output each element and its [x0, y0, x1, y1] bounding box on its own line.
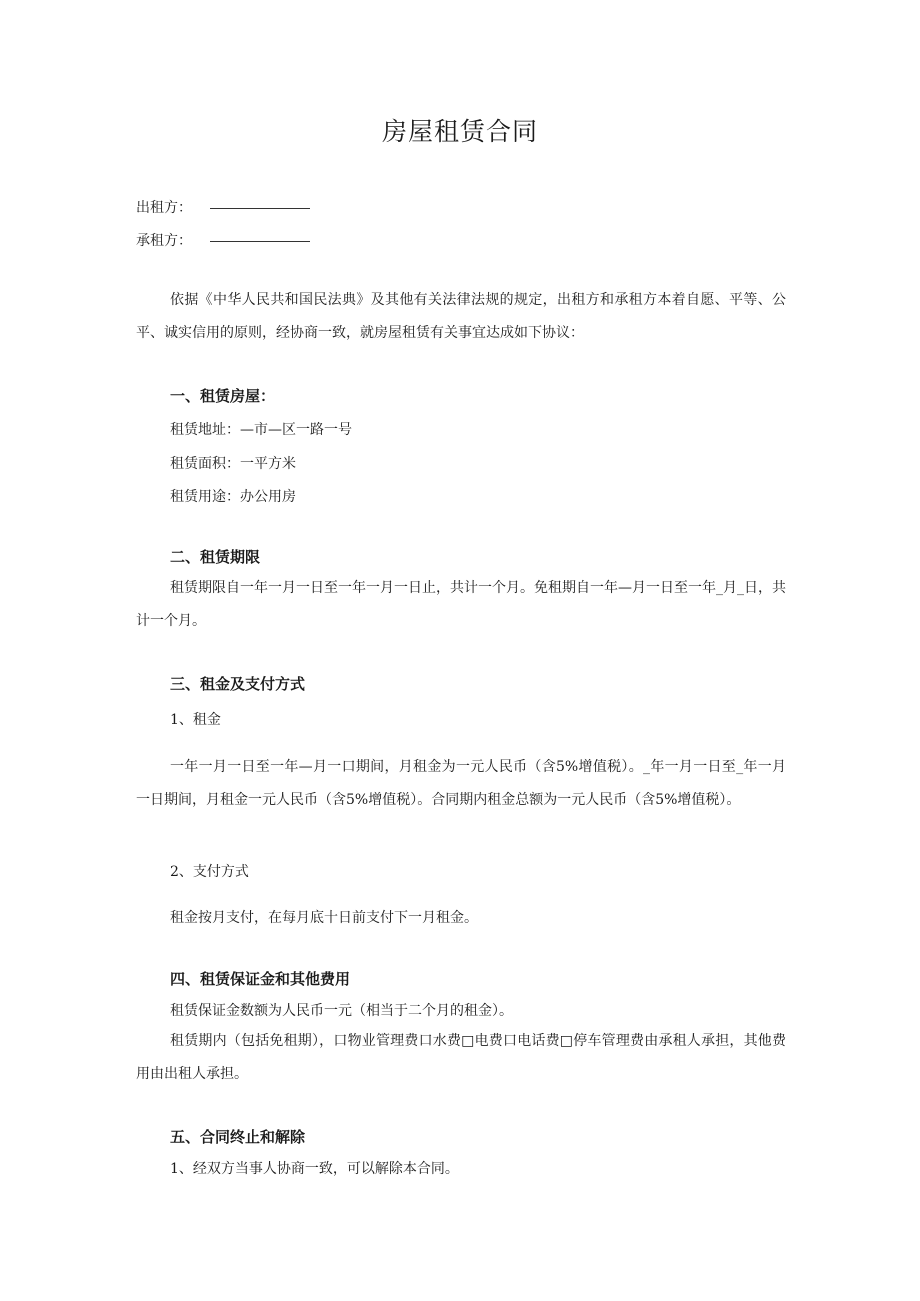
preamble-paragraph: 依据《中华人民共和国民法典》及其他有关法律法规的规定，出租方和承租方本着自愿、平等、公平、诚实信用的原则，经协商一致，就房屋租赁有关事宜达成如下协议： [136, 292, 786, 341]
section1-heading: 一、租赁房屋： [170, 387, 276, 405]
fees-paragraph: 租赁期内（包括免租期），口物业管理费口水费□电费口电话费□停车管理费由承租人承担，其他费用由出租人承担。 [136, 1033, 786, 1082]
lessee-label: 承租方： [136, 233, 192, 249]
lessee-blank [210, 240, 310, 242]
page-title: 房屋租赁合同 [381, 117, 538, 146]
lessor-line [136, 197, 310, 217]
payment-text: 租金按月支付，在每月底十日前支付下一月租金。 [170, 910, 478, 926]
section3-heading: 三、租金及支付方式 [170, 675, 306, 693]
section4-heading: 四、租赁保证金和其他费用 [170, 970, 351, 988]
rental-usage: 租赁用途：办公用房 [170, 489, 296, 505]
lessor-label: 出租方： [136, 200, 192, 216]
rental-address: 租赁地址：—市—区一路一号 [170, 422, 352, 438]
termination-item-1: 1、经双方当事人协商一致，可以解除本合同。 [170, 1161, 459, 1177]
rent-paragraph: 一年一月一日至一年—月一口期间，月租金为一元人民币（含5%增值税）。_年一月一日至_年一月一日期间，月租金一元人民币（含5%增值税）。合同期内租金总额为一元人民币（含5%增值税）。 [136, 759, 786, 808]
section5-heading: 五、合同终止和解除 [170, 1128, 306, 1146]
payment-subheading: 2、支付方式 [170, 864, 249, 880]
lessee-line [136, 230, 310, 250]
lessor-blank [210, 207, 310, 209]
rental-area: 租赁面积：一平方米 [170, 456, 296, 472]
deposit-text: 租赁保证金数额为人民币一元（相当于二个月的租金）。 [170, 1003, 513, 1019]
section2-heading: 二、租赁期限 [170, 548, 261, 566]
rent-subheading: 1、租金 [170, 712, 221, 728]
lease-term-paragraph: 租赁期限自一年一月一日至一年一月一日止，共计一个月。免租期自一年—月一日至一年_月_日，共计一个月。 [136, 580, 786, 629]
